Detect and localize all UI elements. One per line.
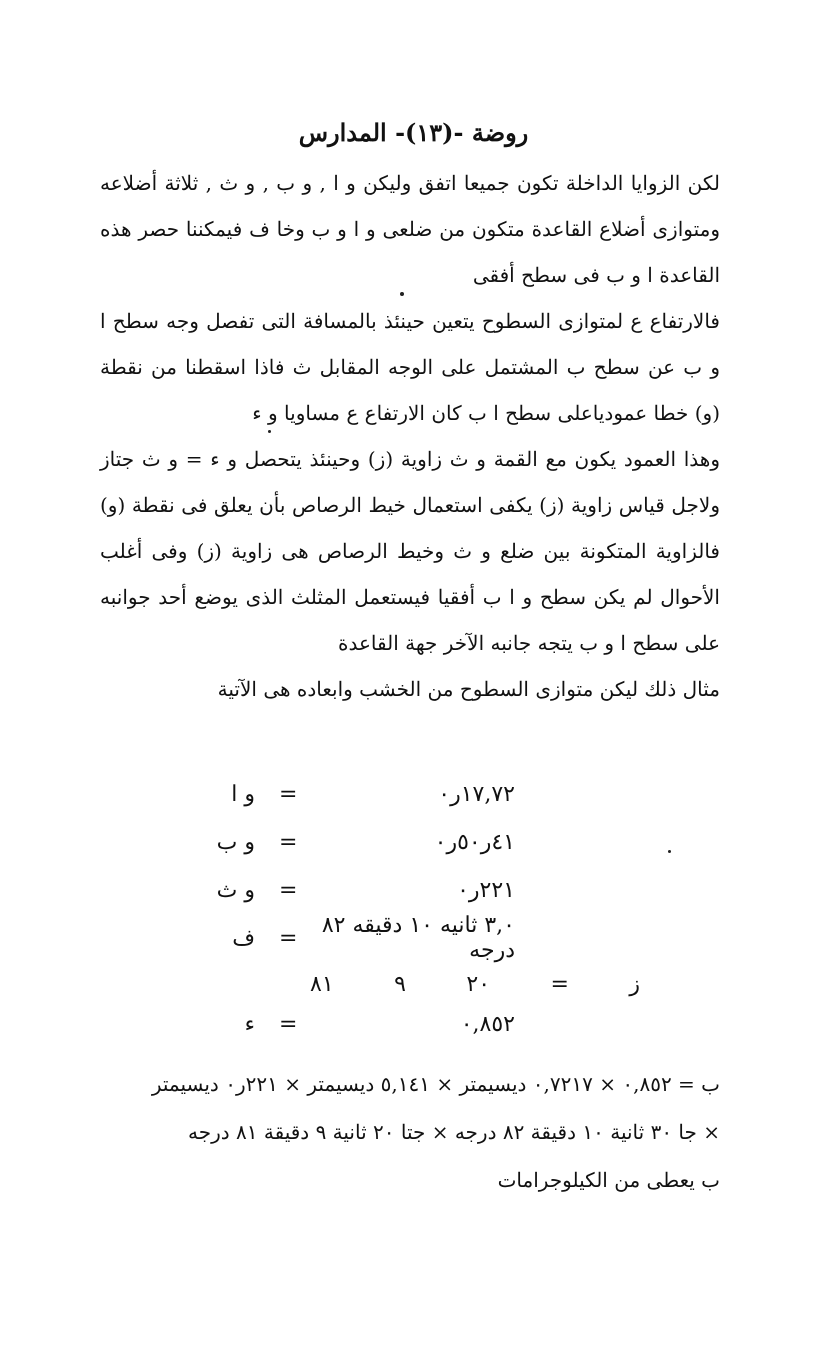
equation-row <box>215 1000 515 1048</box>
equation-row <box>215 770 515 818</box>
paragraph: فالارتفاع ع لمتوازى السطوح يتعين حينئذ بالمسافة التى تفصل وجه سطح ا و ب عن سطح ب المشتمل على الوجه المقابل ث فاذا اسقطنا من نقطة (و) خطا عمودياعلى سطح ا ب كان الارتفاع ع مساويا و ء <box>100 309 720 425</box>
equals-sign: = <box>279 925 298 951</box>
angle-minutes: ٩ <box>394 971 406 997</box>
equals-sign: = <box>279 781 298 807</box>
paragraph: لكن الزوايا الداخلة تكون جميعا اتفق وليكن و ا , و ب , و ث , ثلاثة أضلاعه ومتوازى أضلاع القاعدة متكون من ضلعى و ا و ب وخا ف فيمكننا حصر هذه القاعدة ا و ب فى سطح أفقى <box>100 171 720 287</box>
equation-row <box>215 866 515 914</box>
dimension-equations <box>215 770 515 962</box>
equals-sign: = <box>279 829 298 855</box>
scan-speck <box>668 850 671 853</box>
equation-lhs: ء <box>244 1011 255 1037</box>
page-header: روضة -(١٣)- المدارس <box>298 118 529 147</box>
equals-sign: = <box>279 1011 298 1037</box>
formula-line: × جا ٣٠ ثانية ١٠ دقيقة ٨٢ درجه × جتا ٢٠ ثانية ٩ دقيقة ٨١ درجه <box>188 1120 720 1144</box>
equation-lhs: و ب <box>216 829 255 855</box>
paragraph: مثال ذلك ليكن متوازى السطوح من الخشب وابعاده هى الآتية <box>217 677 720 701</box>
equation-row <box>215 914 515 962</box>
volume-formula <box>100 1060 720 1204</box>
scan-speck <box>268 430 271 433</box>
equation-rhs: ١٧,٧٢ر٠ <box>438 781 515 807</box>
equation-lhs: ف <box>232 925 255 951</box>
equation-rhs: ٣,٠ ثانيه ١٠ دقيقه ٨٢ درجه <box>321 913 515 963</box>
angle-seconds: ٢٠ <box>466 971 491 997</box>
depth-equation <box>215 1000 515 1048</box>
scan-speck <box>400 292 404 296</box>
angle-degrees: ٨١ <box>310 971 334 997</box>
equation-lhs: ز <box>629 971 640 997</box>
equation-rhs: ٤١ر٥٠ر٠ <box>434 829 515 855</box>
equation-lhs: و ا <box>231 781 255 807</box>
equals-sign: = <box>279 877 298 903</box>
formula-line: ب يعطى من الكيلوجرامات <box>497 1168 720 1192</box>
equation-rhs: ٠,٨٥٢ <box>460 1011 515 1037</box>
equation-row <box>215 818 515 866</box>
paragraph: وهذا العمود يكون مع القمة و ث زاوية (ز) وحينئذ يتحصل و ء = و ث جتاز ولاجل قياس زاوية (ز) يكفى استعمال خيط الرصاص بأن يعلق فى نقطة (و) فالزاوية المتكونة بين ضلع و ث وخيط الرصاص هى زاوية (ز) وفى أغلب الأحوال لم يكن سطح و ا ب أفقيا فيستعمل المثلث الذى يوضع أحد جوانبه على سطح ا و ب يتجه جانبه الآخر جهة القاعدة <box>100 447 720 655</box>
equals-sign: = <box>550 971 569 997</box>
formula-line: ب = ٠,٨٥٢ × ٠,٧٢١٧ ديسيمتر × ٥,١٤١ ديسيمتر × ٢٢١ر٠ ديسيمتر <box>151 1072 720 1096</box>
equation-rhs: ٢٢١ر٠ <box>457 877 515 903</box>
equation-lhs: و ث <box>216 877 255 903</box>
body-text <box>100 160 720 712</box>
